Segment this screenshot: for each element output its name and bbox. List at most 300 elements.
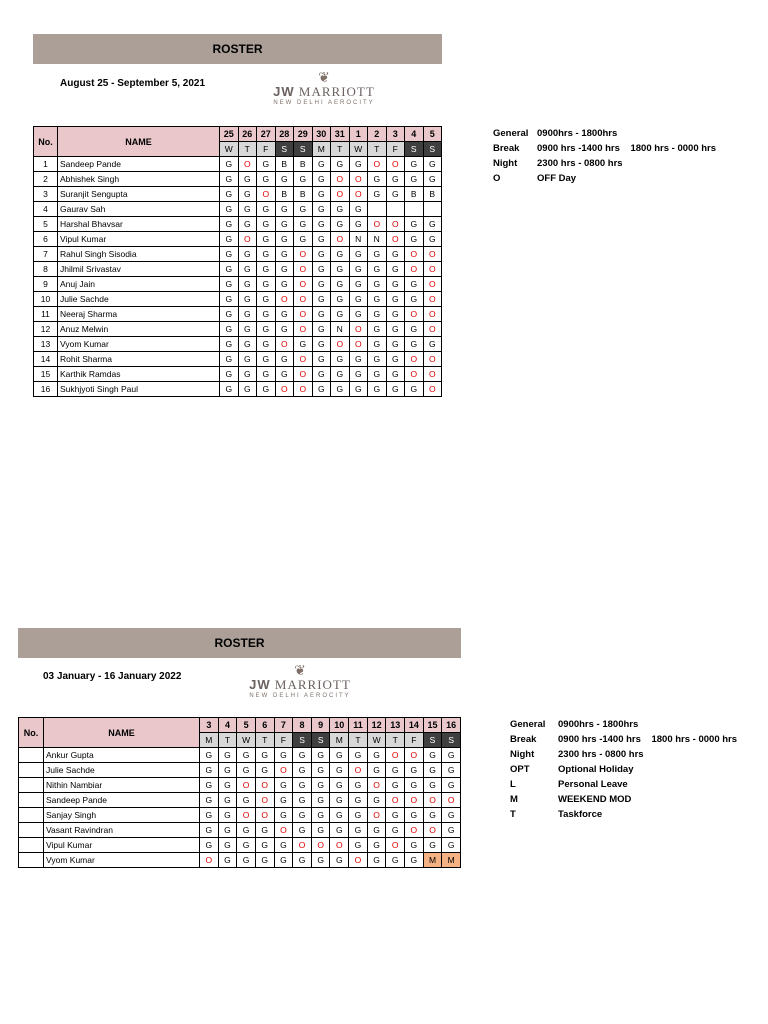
shift-cell: G	[423, 778, 442, 793]
shift-cell: G	[294, 337, 313, 352]
shift-cell: G	[423, 838, 442, 853]
shift-cell: O	[275, 382, 294, 397]
shift-cell: G	[349, 292, 368, 307]
shift-cell: G	[293, 763, 312, 778]
shift-cell: O	[423, 367, 442, 382]
shift-cell: O	[368, 157, 387, 172]
shift-cell: G	[423, 808, 442, 823]
shift-cell: G	[294, 232, 313, 247]
shift-cell: G	[386, 352, 405, 367]
shift-cell: G	[257, 277, 276, 292]
shift-cell: G	[312, 277, 331, 292]
table-row	[19, 823, 461, 838]
date-header: 4	[405, 127, 424, 142]
day-header: F	[386, 142, 405, 157]
shift-cell: G	[367, 748, 386, 763]
shift-cell: G	[275, 232, 294, 247]
shift-cell: G	[238, 292, 257, 307]
shift-cell: G	[442, 763, 461, 778]
shift-cell: G	[386, 778, 405, 793]
employee-name: Ankur Gupta	[44, 748, 200, 763]
employee-name: Julie Sachde	[58, 292, 220, 307]
roster-2-title: ROSTER	[214, 636, 265, 650]
shift-cell: G	[367, 823, 386, 838]
shift-cell: G	[423, 172, 442, 187]
date-header: 27	[257, 127, 276, 142]
shift-cell: G	[331, 157, 350, 172]
row-number: 4	[34, 202, 58, 217]
shift-cell: G	[386, 172, 405, 187]
shift-cell: G	[331, 367, 350, 382]
day-header: F	[405, 733, 424, 748]
legend-value: WEEKEND MOD	[558, 794, 632, 805]
legend-item	[510, 732, 737, 747]
date-header: 1	[349, 127, 368, 142]
shift-cell: G	[275, 307, 294, 322]
row-number: 5	[34, 217, 58, 232]
shift-cell: G	[312, 292, 331, 307]
shift-cell: G	[423, 232, 442, 247]
shift-cell: O	[294, 262, 313, 277]
roster-1-period: August 25 - September 5, 2021	[60, 78, 206, 89]
legend-item	[493, 141, 716, 156]
legend-value: Optional Holiday	[558, 764, 634, 775]
shift-cell: O	[367, 808, 386, 823]
shift-cell: G	[330, 853, 349, 868]
date-header: 2	[368, 127, 387, 142]
employee-name: Gaurav Sah	[58, 202, 220, 217]
table-row	[34, 322, 442, 337]
legend-value: 2300 hrs - 0800 hrs	[537, 158, 623, 169]
shift-cell: G	[238, 187, 257, 202]
row-number: 1	[34, 157, 58, 172]
row-number	[19, 853, 44, 868]
shift-cell: G	[312, 157, 331, 172]
shift-cell: G	[275, 247, 294, 262]
legend-key: Break	[510, 734, 537, 745]
shift-cell: G	[368, 307, 387, 322]
shift-cell: O	[274, 823, 293, 838]
row-number	[19, 748, 44, 763]
header-no: No.	[19, 718, 44, 748]
date-header: 9	[311, 718, 330, 733]
shift-cell: G	[275, 277, 294, 292]
row-number	[19, 808, 44, 823]
shift-cell: G	[368, 352, 387, 367]
shift-cell: G	[238, 382, 257, 397]
roster-2-legend	[510, 717, 737, 822]
shift-cell: G	[368, 277, 387, 292]
shift-cell: G	[220, 172, 239, 187]
shift-cell: G	[349, 748, 368, 763]
employee-name: Sandeep Pande	[58, 157, 220, 172]
legend-value: 0900hrs - 1800hrs	[558, 719, 639, 730]
legend-item	[510, 807, 737, 822]
table-row	[34, 187, 442, 202]
shift-cell: G	[293, 853, 312, 868]
roster-2-period: 03 January - 16 January 2022	[43, 671, 182, 682]
shift-cell: O	[423, 823, 442, 838]
table-row	[34, 367, 442, 382]
row-number: 6	[34, 232, 58, 247]
header-name: NAME	[58, 127, 220, 157]
shift-cell: G	[368, 337, 387, 352]
shift-cell: G	[238, 262, 257, 277]
date-header: 11	[349, 718, 368, 733]
table-row	[34, 262, 442, 277]
shift-cell: B	[294, 187, 313, 202]
legend-item	[493, 156, 716, 171]
shift-cell: O	[294, 367, 313, 382]
date-header: 3	[386, 127, 405, 142]
shift-cell: G	[257, 367, 276, 382]
date-header: 25	[220, 127, 239, 142]
shift-cell: O	[238, 157, 257, 172]
shift-cell	[405, 202, 424, 217]
shift-cell: O	[255, 778, 274, 793]
shift-cell: O	[275, 337, 294, 352]
legend-key: L	[510, 779, 516, 790]
date-header: 12	[367, 718, 386, 733]
shift-cell: B	[275, 157, 294, 172]
shift-cell: G	[386, 337, 405, 352]
shift-cell: O	[294, 382, 313, 397]
shift-cell: G	[220, 352, 239, 367]
shift-cell: G	[275, 322, 294, 337]
shift-cell: G	[331, 217, 350, 232]
shift-cell: G	[442, 748, 461, 763]
shift-cell: G	[220, 277, 239, 292]
shift-cell: G	[237, 763, 256, 778]
employee-name: Vipul Kumar	[58, 232, 220, 247]
shift-cell: O	[349, 763, 368, 778]
shift-cell	[423, 202, 442, 217]
shift-cell: O	[423, 277, 442, 292]
shift-cell: G	[349, 838, 368, 853]
date-header: 10	[330, 718, 349, 733]
shift-cell: G	[238, 307, 257, 322]
date-header: 15	[423, 718, 442, 733]
shift-cell: G	[405, 808, 424, 823]
shift-cell: G	[257, 247, 276, 262]
shift-cell: G	[257, 352, 276, 367]
row-number: 7	[34, 247, 58, 262]
roster-2-logo	[238, 663, 362, 701]
shift-cell: O	[331, 187, 350, 202]
shift-cell: O	[349, 337, 368, 352]
row-number: 11	[34, 307, 58, 322]
shift-cell: G	[330, 748, 349, 763]
shift-cell: G	[386, 262, 405, 277]
shift-cell: O	[423, 247, 442, 262]
row-number	[19, 793, 44, 808]
shift-cell: G	[220, 217, 239, 232]
header-name: NAME	[44, 718, 200, 748]
shift-cell: N	[331, 322, 350, 337]
shift-cell: O	[442, 793, 461, 808]
date-header: 6	[255, 718, 274, 733]
shift-cell: O	[423, 307, 442, 322]
employee-name: Nithin Nambiar	[44, 778, 200, 793]
row-number: 16	[34, 382, 58, 397]
table-row	[19, 808, 461, 823]
shift-cell: G	[220, 262, 239, 277]
legend-key: OPT	[510, 764, 530, 775]
shift-cell: G	[200, 823, 219, 838]
shift-cell: G	[220, 307, 239, 322]
shift-cell: G	[275, 367, 294, 382]
shift-cell: M	[442, 853, 461, 868]
shift-cell: G	[349, 778, 368, 793]
row-number: 12	[34, 322, 58, 337]
shift-cell: G	[238, 337, 257, 352]
shift-cell: G	[275, 202, 294, 217]
shift-cell: O	[405, 748, 424, 763]
shift-cell: G	[405, 337, 424, 352]
shift-cell: B	[423, 187, 442, 202]
employee-name: Jhilmil Srivastav	[58, 262, 220, 277]
shift-cell: G	[257, 322, 276, 337]
table-row	[19, 763, 461, 778]
shift-cell: G	[218, 763, 237, 778]
roster-2-table	[18, 717, 461, 868]
logo-subtitle: NEW DELHI AEROCITY	[273, 100, 375, 106]
legend-item	[510, 747, 737, 762]
shift-cell	[386, 202, 405, 217]
shift-cell: G	[368, 322, 387, 337]
shift-cell: G	[405, 322, 424, 337]
day-header: F	[257, 142, 276, 157]
shift-cell: G	[257, 202, 276, 217]
shift-cell: O	[405, 307, 424, 322]
shift-cell: O	[423, 382, 442, 397]
shift-cell: G	[237, 853, 256, 868]
legend-item	[510, 717, 737, 732]
shift-cell: G	[386, 823, 405, 838]
shift-cell: O	[275, 292, 294, 307]
shift-cell: G	[349, 808, 368, 823]
shift-cell: G	[330, 823, 349, 838]
day-header: S	[423, 142, 442, 157]
shift-cell: G	[331, 352, 350, 367]
shift-cell: G	[405, 232, 424, 247]
employee-name: Vyom Kumar	[44, 853, 200, 868]
shift-cell: G	[405, 838, 424, 853]
table-row	[19, 748, 461, 763]
shift-cell: O	[423, 292, 442, 307]
shift-cell: G	[238, 172, 257, 187]
shift-cell: G	[257, 262, 276, 277]
shift-cell: G	[238, 367, 257, 382]
shift-cell: G	[405, 292, 424, 307]
shift-cell: G	[312, 337, 331, 352]
logo-brand: JW MARRIOTT	[273, 84, 375, 99]
shift-cell: G	[405, 382, 424, 397]
shift-cell: G	[218, 778, 237, 793]
shift-cell: G	[349, 352, 368, 367]
shift-cell: G	[423, 337, 442, 352]
table-row	[34, 157, 442, 172]
shift-cell: G	[405, 172, 424, 187]
legend-key: Night	[493, 158, 518, 169]
shift-cell: O	[423, 262, 442, 277]
shift-cell: O	[405, 793, 424, 808]
shift-cell: O	[294, 247, 313, 262]
legend-value: Taskforce	[558, 809, 603, 820]
shift-cell: G	[405, 778, 424, 793]
shift-cell: O	[349, 853, 368, 868]
shift-cell: B	[405, 187, 424, 202]
shift-cell: O	[367, 778, 386, 793]
date-header: 3	[200, 718, 219, 733]
shift-cell: G	[312, 172, 331, 187]
shift-cell: G	[311, 793, 330, 808]
shift-cell: G	[312, 187, 331, 202]
shift-cell: O	[294, 322, 313, 337]
shift-cell: O	[294, 277, 313, 292]
legend-item	[510, 762, 737, 777]
shift-cell: G	[386, 763, 405, 778]
shift-cell: G	[218, 823, 237, 838]
shift-cell: O	[238, 232, 257, 247]
shift-cell: O	[294, 292, 313, 307]
shift-cell: G	[238, 322, 257, 337]
logo-mark-icon: ❦	[294, 662, 306, 678]
day-header: S	[405, 142, 424, 157]
shift-cell: G	[367, 838, 386, 853]
shift-cell: O	[331, 172, 350, 187]
shift-cell: G	[220, 187, 239, 202]
shift-cell: G	[331, 292, 350, 307]
shift-cell: G	[257, 157, 276, 172]
row-number: 8	[34, 262, 58, 277]
legend-value: 0900hrs - 1800hrs	[537, 128, 618, 139]
shift-cell: G	[293, 778, 312, 793]
logo-mark-icon: ❦	[318, 69, 330, 85]
shift-cell: G	[331, 262, 350, 277]
shift-cell: G	[331, 202, 350, 217]
shift-cell: G	[423, 217, 442, 232]
shift-cell: G	[331, 247, 350, 262]
shift-cell: G	[442, 838, 461, 853]
shift-cell: G	[293, 823, 312, 838]
shift-cell: O	[386, 217, 405, 232]
shift-cell	[368, 202, 387, 217]
day-header: S	[293, 733, 312, 748]
shift-cell: G	[255, 763, 274, 778]
legend-key: Night	[510, 749, 535, 760]
roster-1-table	[33, 126, 442, 397]
shift-cell: G	[312, 367, 331, 382]
logo-brand: JW MARRIOTT	[249, 677, 351, 692]
date-header: 7	[274, 718, 293, 733]
shift-cell: G	[238, 277, 257, 292]
shift-cell: O	[386, 232, 405, 247]
date-header: 26	[238, 127, 257, 142]
shift-cell: O	[405, 367, 424, 382]
shift-cell: G	[237, 793, 256, 808]
date-header: 31	[331, 127, 350, 142]
shift-cell: G	[220, 202, 239, 217]
shift-cell: M	[423, 853, 442, 868]
legend-key: O	[493, 173, 501, 184]
row-number: 15	[34, 367, 58, 382]
shift-cell: G	[331, 307, 350, 322]
day-header: T	[238, 142, 257, 157]
table-row	[34, 202, 442, 217]
row-number	[19, 823, 44, 838]
row-number	[19, 778, 44, 793]
date-header: 16	[442, 718, 461, 733]
table-row	[19, 853, 461, 868]
shift-cell: G	[218, 838, 237, 853]
shift-cell: O	[405, 247, 424, 262]
shift-cell: G	[218, 808, 237, 823]
legend-item	[493, 126, 716, 141]
shift-cell: G	[367, 793, 386, 808]
shift-cell: G	[349, 382, 368, 397]
date-header: 14	[405, 718, 424, 733]
shift-cell: O	[294, 307, 313, 322]
employee-name: Abhishek Singh	[58, 172, 220, 187]
day-header: T	[386, 733, 405, 748]
shift-cell: G	[349, 157, 368, 172]
shift-cell: G	[220, 247, 239, 262]
shift-cell: G	[274, 748, 293, 763]
day-header: T	[218, 733, 237, 748]
shift-cell: G	[312, 322, 331, 337]
shift-cell: G	[220, 382, 239, 397]
row-number	[19, 838, 44, 853]
shift-cell: G	[349, 307, 368, 322]
shift-cell: G	[257, 217, 276, 232]
shift-cell: O	[237, 778, 256, 793]
legend-key: Break	[493, 143, 520, 154]
shift-cell: G	[423, 157, 442, 172]
shift-cell: G	[386, 322, 405, 337]
row-number: 2	[34, 172, 58, 187]
shift-cell: G	[349, 262, 368, 277]
shift-cell: O	[405, 823, 424, 838]
table-row	[34, 292, 442, 307]
shift-cell: G	[312, 217, 331, 232]
shift-cell: G	[274, 808, 293, 823]
shift-cell: G	[238, 352, 257, 367]
roster-2-title-banner	[18, 628, 461, 658]
row-number: 14	[34, 352, 58, 367]
legend-value: 0900 hrs -1400 hrs 1800 hrs - 0000 hrs	[558, 734, 738, 745]
day-header: S	[423, 733, 442, 748]
shift-cell: O	[405, 262, 424, 277]
shift-cell: G	[293, 808, 312, 823]
legend-value: OFF Day	[537, 173, 577, 184]
row-number: 10	[34, 292, 58, 307]
shift-cell: G	[275, 172, 294, 187]
shift-cell: G	[220, 337, 239, 352]
shift-cell: G	[257, 232, 276, 247]
shift-cell: G	[220, 157, 239, 172]
employee-name: Sanjay Singh	[44, 808, 200, 823]
shift-cell: G	[405, 157, 424, 172]
shift-cell: O	[386, 838, 405, 853]
shift-cell: G	[237, 748, 256, 763]
shift-cell: G	[386, 187, 405, 202]
shift-cell: G	[294, 202, 313, 217]
shift-cell: G	[405, 763, 424, 778]
header-no: No.	[34, 127, 58, 157]
shift-cell: G	[274, 793, 293, 808]
employee-name: Rahul Singh Sisodia	[58, 247, 220, 262]
